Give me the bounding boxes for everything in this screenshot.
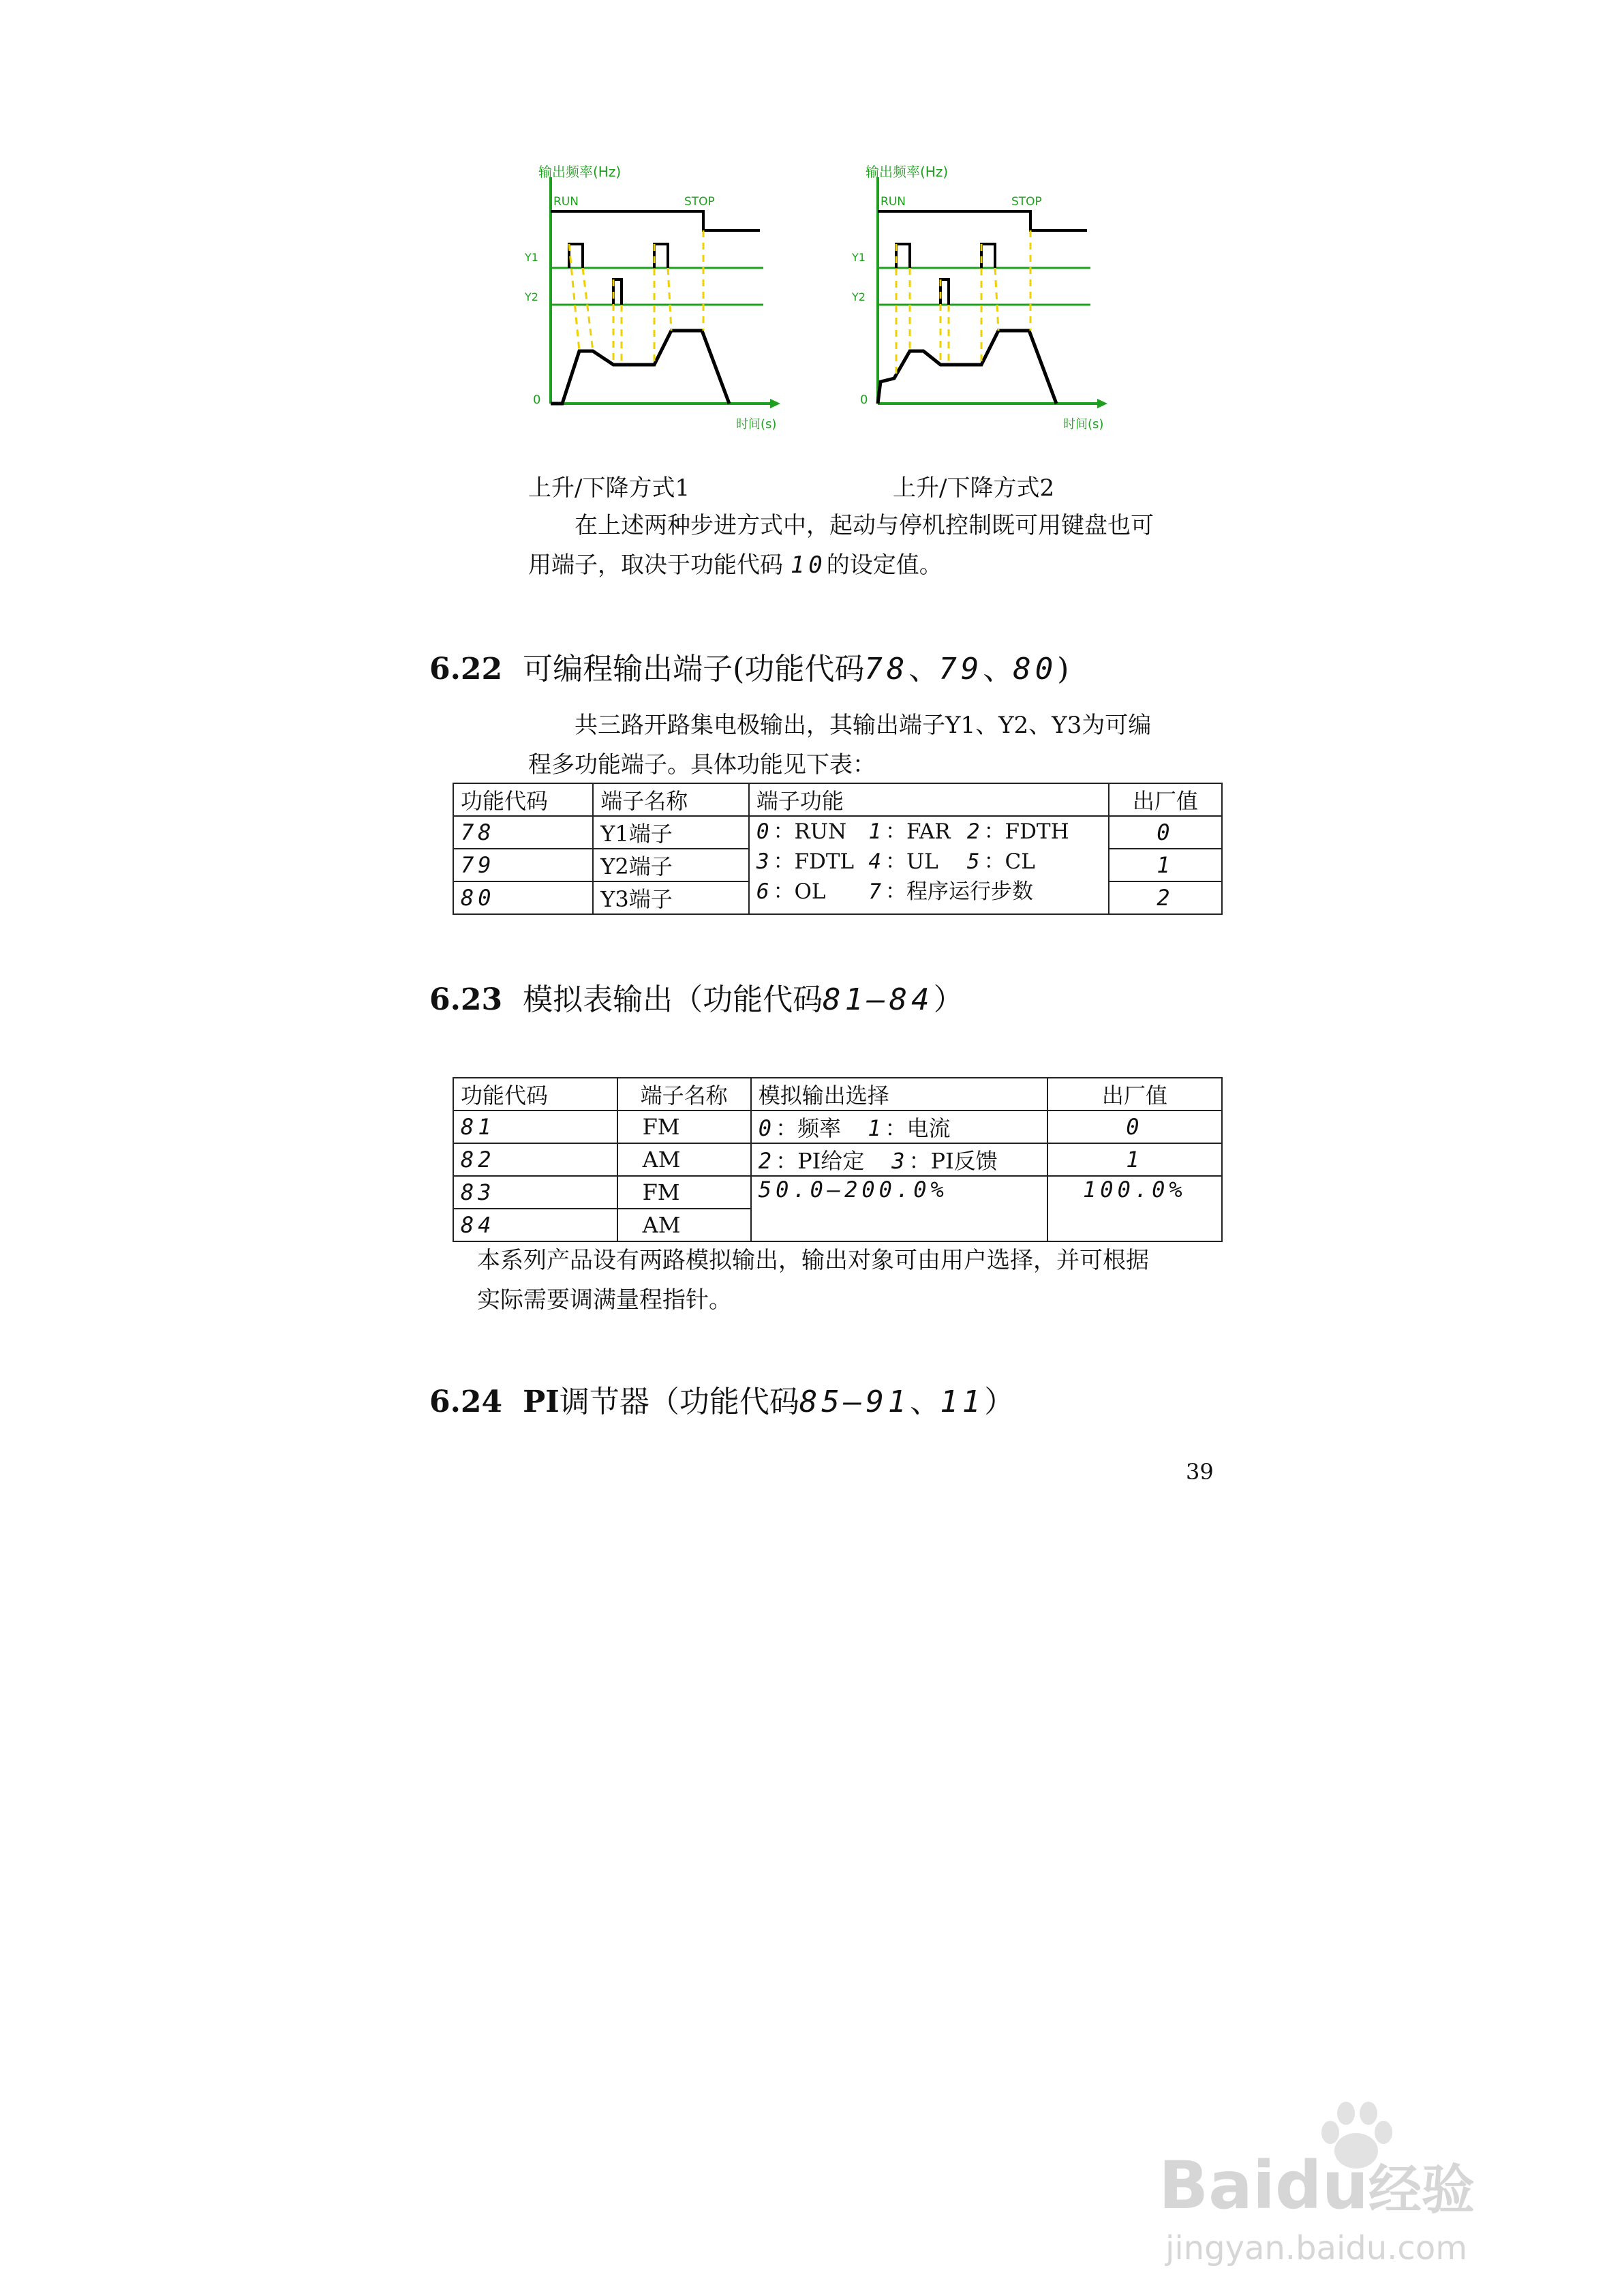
section-6-23-heading: 6.23 模拟表输出（功能代码81—84） xyxy=(429,982,964,1017)
table-row xyxy=(453,816,1222,849)
name-cell: FM xyxy=(617,1176,751,1209)
name-cell: Y3端子 xyxy=(593,881,749,914)
default-cell: 2 xyxy=(1109,881,1222,914)
s623-note-line-2: 实际需要调满量程指针。 xyxy=(477,1286,732,1314)
watermark-url: jingyan.baidu.com xyxy=(1165,2229,1467,2267)
intro-code: 10 xyxy=(790,552,827,579)
s622-line-1: 共三路开路集电极输出，其输出端子Y1、Y2、Y3为可编 xyxy=(575,712,1152,739)
baidu-watermark xyxy=(1159,2100,1581,2270)
diagram-2-y1-label: Y1 xyxy=(852,251,866,264)
output-terminal-table xyxy=(453,783,1223,915)
s622-line-2: 程多功能端子。具体功能见下表： xyxy=(528,751,876,779)
range-cell: 50.0—200.0% xyxy=(751,1176,1047,1241)
intro-line-1: 在上述两种步进方式中，起动与停机控制既可用键盘也可 xyxy=(575,512,1154,539)
selection-cell: 2：PI给定 3：PI反馈 xyxy=(751,1143,1047,1176)
timing-diagram-2 xyxy=(845,157,1131,443)
section-number: 6.22 xyxy=(429,652,503,686)
header-cell: 端子名称 xyxy=(593,783,749,816)
diagram-1-stop-label: STOP xyxy=(684,195,715,209)
table-header-row xyxy=(453,1078,1222,1111)
diagram-1-y2-label: Y2 xyxy=(525,290,538,303)
code-cell: 78 xyxy=(453,816,593,849)
code-cell: 79 xyxy=(453,849,593,881)
header-cell: 功能代码 xyxy=(453,783,593,816)
section-6-22-heading: 6.22 可编程输出端子(功能代码78、79、80) xyxy=(429,652,1069,686)
name-cell: AM xyxy=(617,1209,751,1241)
diagram-2-run-label: RUN xyxy=(881,195,906,209)
default-cell: 1 xyxy=(1047,1143,1222,1176)
diagram-2-x-axis-label: 时间(s) xyxy=(1063,417,1104,432)
diagram-1-run-label: RUN xyxy=(553,195,579,209)
default-cell: 0 xyxy=(1109,816,1222,849)
section-6-24-heading: 6.24 PI调节器（功能代码85—91、11） xyxy=(429,1385,1015,1419)
s623-note-line-1: 本系列产品设有两路模拟输出，输出对象可由用户选择，并可根据 xyxy=(477,1247,1149,1274)
selection-cell: 0：频率 1：电流 xyxy=(751,1111,1047,1143)
name-cell: AM xyxy=(617,1143,751,1176)
diagram-2-zero-label: 0 xyxy=(860,393,868,407)
name-cell: Y1端子 xyxy=(593,816,749,849)
intro-line-2: 用端子，取决于功能代码 10的设定值。 xyxy=(528,552,943,579)
name-cell: Y2端子 xyxy=(593,849,749,881)
diagram-1-x-axis-label: 时间(s) xyxy=(736,417,777,432)
header-cell: 出厂值 xyxy=(1047,1078,1222,1111)
timing-diagram-1 xyxy=(518,157,804,443)
code-cell: 82 xyxy=(453,1143,617,1176)
code-cell: 84 xyxy=(453,1209,617,1241)
function-cell xyxy=(749,816,1109,914)
table-row xyxy=(453,1143,1222,1176)
header-cell: 端子功能 xyxy=(749,783,1109,816)
diagram-1-zero-label: 0 xyxy=(533,393,541,407)
analog-output-table xyxy=(453,1077,1223,1242)
code-cell: 80 xyxy=(453,881,593,914)
diagram-2-caption: 上升/下降方式2 xyxy=(893,474,1055,502)
section-6-22-paragraph xyxy=(528,706,1244,785)
section-6-23-note xyxy=(477,1241,1227,1320)
diagram-1-y1-label: Y1 xyxy=(525,251,538,264)
table-row xyxy=(453,1176,1222,1209)
diagram-1-y-axis-label: 输出频率(Hz) xyxy=(538,164,622,180)
diagram-2-y2-label: Y2 xyxy=(852,290,866,303)
code-cell: 83 xyxy=(453,1176,617,1209)
diagram-2-y-axis-label: 输出频率(Hz) xyxy=(866,164,949,180)
header-cell: 端子名称 xyxy=(617,1078,751,1111)
function-line-1: 0：RUN 1：FAR 2：FDTH xyxy=(756,819,1069,844)
diagram-1-caption: 上升/下降方式1 xyxy=(528,474,690,502)
table-row xyxy=(453,1111,1222,1143)
watermark-brand: Baidu经验 xyxy=(1159,2147,1475,2224)
diagram-2-stop-label: STOP xyxy=(1011,195,1042,209)
default-cell: 1 xyxy=(1109,849,1222,881)
header-cell: 功能代码 xyxy=(453,1078,617,1111)
section-number: 6.24 xyxy=(429,1385,503,1419)
section-number: 6.23 xyxy=(429,982,503,1017)
name-cell: FM xyxy=(617,1111,751,1143)
function-line-3: 6：OL 7：程序运行步数 xyxy=(756,879,1034,904)
default-range-cell: 100.0% xyxy=(1047,1176,1222,1241)
header-cell: 出厂值 xyxy=(1109,783,1222,816)
function-line-2: 3：FDTL 4：UL 5：CL xyxy=(756,849,1035,874)
page-number: 39 xyxy=(1186,1459,1214,1485)
intro-paragraph xyxy=(528,506,1244,585)
table-header-row xyxy=(453,783,1222,816)
default-cell: 0 xyxy=(1047,1111,1222,1143)
code-cell: 81 xyxy=(453,1111,617,1143)
header-cell: 模拟输出选择 xyxy=(751,1078,1047,1111)
